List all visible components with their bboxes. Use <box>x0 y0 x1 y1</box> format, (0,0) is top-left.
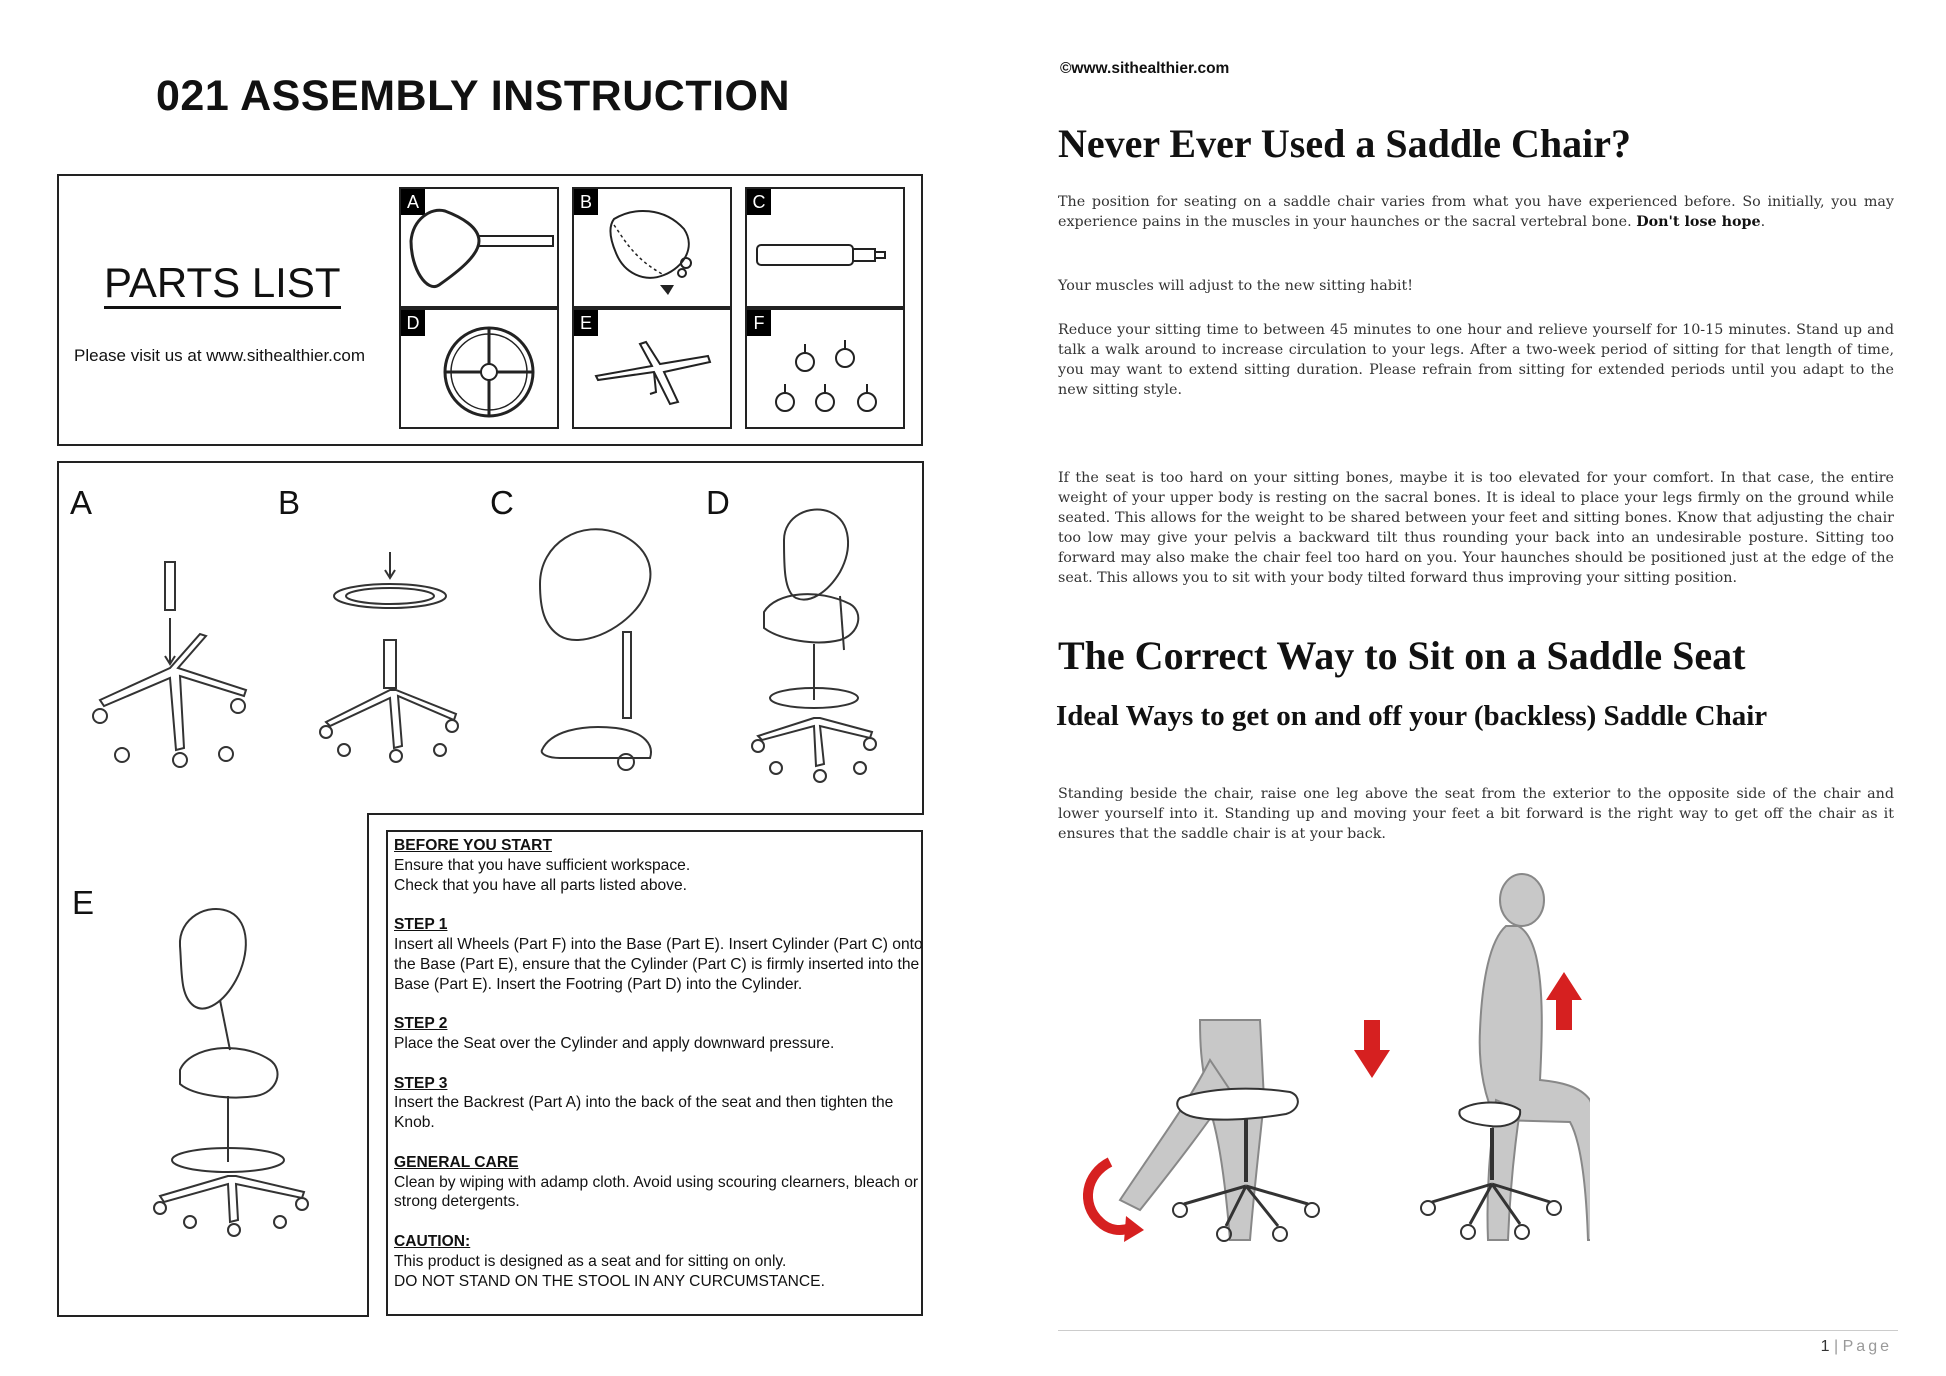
part-label: D <box>401 310 425 336</box>
copyright-website: ©www.sithealthier.com <box>1060 60 1230 77</box>
heading-ideal-ways: Ideal Ways to get on and off your (backless) Saddle Chair <box>1056 700 1768 732</box>
step-d-illustration <box>740 500 890 790</box>
footer-divider <box>1058 1330 1898 1331</box>
heading-never-used: Never Ever Used a Saddle Chair? <box>1058 121 1631 166</box>
paragraph-sitting-time: Reduce your sitting time to between 45 minutes to one hour and relieve yourself for 10-15 minutes. Stand up and talk a walk around to increase circulation to your legs. After a two-week period of sitting for that length of time, you may want to extend sitting duration. Please refrain from sitting for extended periods until you adapt to the new sitting style. <box>1058 322 1894 398</box>
paragraph-get-on-off: Standing beside the chair, raise one leg above the seat from the exterior to the opposite side of the chair and lower yourself into it. Standing up and moving your feet a bit forward is the right way to get off the chair as it ensures that the saddle chair is at your back. <box>1058 786 1894 842</box>
figure-standing <box>1421 874 1590 1240</box>
step-e-label: E <box>72 884 95 921</box>
step-e-illustration <box>150 900 330 1240</box>
figure-mounting <box>1120 1020 1319 1241</box>
rotate-arrow-icon <box>1124 1216 1144 1242</box>
heading-correct-way: The Correct Way to Sit on a Saddle Seat <box>1058 633 1746 678</box>
part-label: E <box>574 310 598 336</box>
before-start-text: Ensure that you have sufficient workspace. Check that you have all parts listed above. <box>394 856 691 894</box>
page-word: Page <box>1842 1338 1892 1355</box>
up-arrow-icon <box>1546 972 1582 1030</box>
step-a-illustration <box>86 550 266 780</box>
intro-text: The position for seating on a saddle chair varies from what you have experienced before. So initially, you may experience pains in the muscles in your haunches or the sacral vertebral bone. <box>1058 194 1894 230</box>
saddle-chair-illustration <box>1050 860 1590 1300</box>
step1-heading: STEP 1 <box>394 916 448 934</box>
step2-heading: STEP 2 <box>394 1015 448 1033</box>
paragraph-intro <box>1058 192 1894 232</box>
step2-text: Place the Seat over the Cylinder and apply downward pressure. <box>394 1034 835 1052</box>
parts-list-website: Please visit us at www.sithealthier.com <box>74 346 366 365</box>
step1-text: Insert all Wheels (Part F) into the Base (Part E). Insert Cylinder (Part C) onto the Base (Part E), ensure that the Cylinder (Part C) is firmly inserted into the Base (Part E). Insert the Footring (Part D) into the Cylinder. <box>394 935 923 993</box>
intro-end: . <box>1760 214 1766 230</box>
general-care-text: Clean by wiping with adamp cloth. Avoid using scouring clearners, bleach or strong detergents. <box>394 1173 919 1211</box>
part-label: F <box>747 310 771 336</box>
step-a-label: A <box>70 484 93 521</box>
intro-bold: Don't lose hope <box>1636 214 1761 230</box>
page-num: 1 <box>1820 1338 1830 1355</box>
page-number <box>1821 1338 1892 1356</box>
step3-text: Insert the Backrest (Part A) into the back of the seat and then tighten the Knob. <box>394 1094 894 1132</box>
step-b-illustration <box>310 550 480 770</box>
parts-list-heading: PARTS LIST <box>104 262 341 309</box>
instructions-text <box>394 836 924 1291</box>
part-label: C <box>747 189 771 215</box>
general-care-heading: GENERAL CARE <box>394 1153 519 1171</box>
part-label: A <box>401 189 425 215</box>
page-separator: | <box>1834 1338 1839 1355</box>
part-label: B <box>574 189 598 215</box>
assembly-title: 021 ASSEMBLY INSTRUCTION <box>156 72 791 120</box>
step-d-label: D <box>706 484 730 521</box>
step-b-label: B <box>278 484 301 521</box>
down-arrow-icon <box>1354 1020 1390 1078</box>
step3-heading: STEP 3 <box>394 1074 448 1092</box>
before-start-heading: BEFORE YOU START <box>394 837 552 854</box>
caution-heading: CAUTION: <box>394 1232 471 1250</box>
step-c-label: C <box>490 484 514 521</box>
paragraph-seat-hard: If the seat is too hard on your sitting bones, maybe it is too elevated for your comfort. In that case, the entire weight of your upper body is resting on the sacral bones. It is ideal to place your legs firmly on the ground while seated. This allows for the weight to be shared between your feet and sitting bones. Know that adjusting the chair too low may give your pelvis a backward tilt thus rounding your back into an undesirable posture. Sitting too forward may also make the chair feel too hard on you. Your haunches should be positioned just at the edge of the seat. This allows you to sit with your body tilted forward thus improving your sitting position. <box>1058 470 1894 586</box>
step-c-illustration <box>520 514 680 784</box>
caution-text: This product is designed as a seat and for sitting on only. DO NOT STAND ON THE STOOL IN ANY CURCUMSTANCE. <box>394 1252 825 1290</box>
paragraph-adjust: Your muscles will adjust to the new sitting habit! <box>1058 278 1413 294</box>
